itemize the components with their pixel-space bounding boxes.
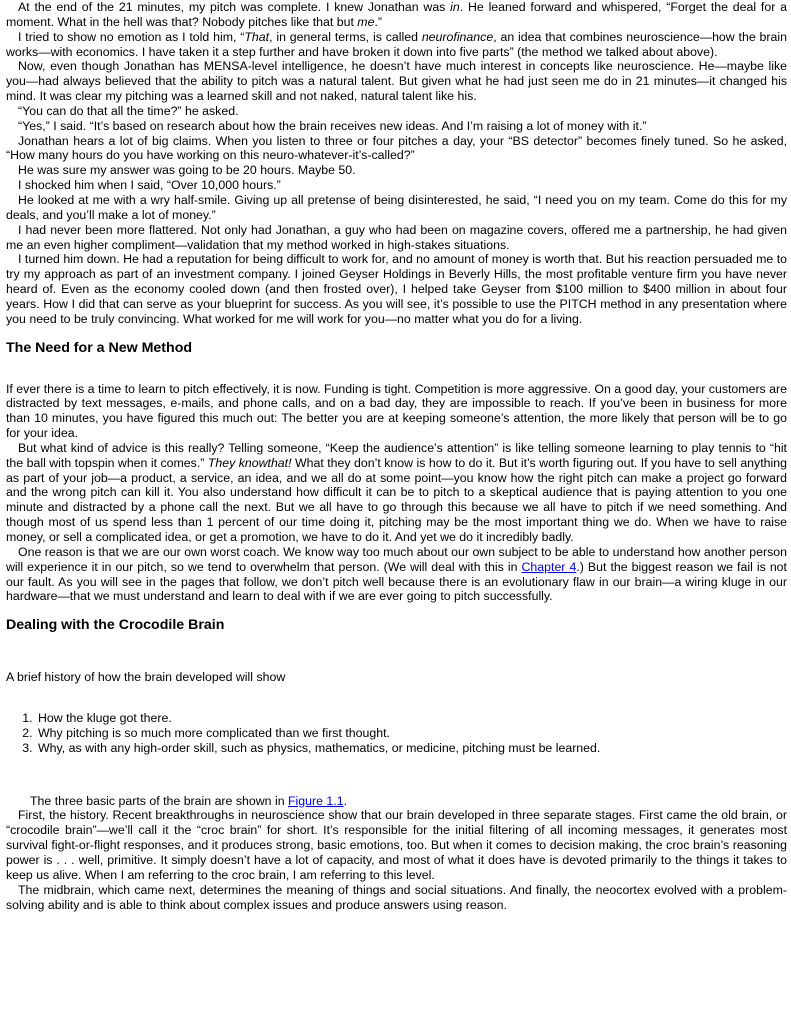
paragraph: First, the history. Recent breakthroughs in neuroscience show that our brain developed in three separate stages. First came the old brain, or “crocodile brain”—we’ll call it the “croc brain” for short. It’s responsible for the initial filtering of all incoming messages, it generates most survival fight-or-flight responses, and it produces strong, basic emotions, too. But when it comes to decision making, the croc brain’s reasoning power is . . . well, primitive. It simply doesn’t have a lot of capacity, and most of what it does have is devoted primarily to the things it takes to keep us alive. When I am referring to the croc brain, I am referring to this level. — [6, 808, 787, 882]
paragraph: One reason is that we are our own worst coach. We know way too much about our own subject to be able to understand how another person will experience it in our pitch, so we tend to overwhelm that person. (We will deal with this in Chapter 4.) But the biggest reason we fail is not our fault. As you will see in the pages that follow, we don’t pitch well because there is an evolutionary flaw in our brain—a wiring kluge in our hardware—that we must understand and learn to deal with if we are ever going to pitch successfully. — [6, 544, 787, 604]
section-heading: Dealing with the Crocodile Brain — [6, 617, 225, 634]
paragraph: At the end of the 21 minutes, my pitch was complete. I knew Jonathan was in. He leaned forward and whispered, “Forget the deal for a moment. What in the hell was that? Nobody pitches like that but me.” — [6, 0, 787, 29]
paragraph: Now, even though Jonathan has MENSA-level intelligence, he doesn’t have much interest in concepts like neuroscience. He—maybe like you—had always believed that the ability to pitch was a natural talent. But given what he had just seen me do in 21 minutes—it changed his mind. It was clear my pitching was a learned skill and not naked, natural talent like his. — [6, 59, 787, 104]
paragraph: If ever there is a time to learn to pitch effectively, it is now. Funding is tight. Competition is more aggressive. On a good day, your customers are distracted by text messages, e-mails, and phone calls, and on a bad day, they are impossible to reach. If you’ve been in business for more than 10 minutes, you have figured this much out: The better you are at keeping someone’s attention, the more likely that person will be to go for your idea. — [6, 381, 787, 441]
figure-1-1-link[interactable]: Figure 1.1 — [288, 793, 344, 808]
paragraph: I tried to show no emotion as I told him, “That, in general terms, is called neurofinance, an idea that combines neuroscience—how the brain works—with economics. I have taken it a step further and have broken it down into five parts” (the method we talked about above). — [6, 29, 787, 59]
paragraph: Jonathan hears a lot of big claims. When you listen to three or four pitches a day, your “BS detector” becomes finely tuned. So he asked, “How many hours do you have working on this neuro-whatever-it’s-called?” — [6, 133, 787, 163]
paragraph: “You can do that all the time?” he asked. — [18, 103, 239, 118]
list-item: 2. Why pitching is so much more complicated than we first thought. — [36, 726, 787, 741]
document-page — [6, 0, 787, 912]
paragraph: I had never been more flattered. Not only had Jonathan, a guy who had been on magazine covers, offered me a partnership, he had given me an even higher compliment—validation that my method worked in high-stakes situations. — [6, 222, 787, 252]
paragraph: I turned him down. He had a reputation for being difficult to work for, and no amount of money is worth that. But his reaction persuaded me to try my approach as part of an investment company. I joined Geyser Holdings in Beverly Hills, the most profitable venture firm you have never heard of. Even as the economy cooled down (and then frosted over), I helped take Geyser from $100 million to $400 million in about four years. How I did that can serve as your blueprint for success. As you will see, it’s possible to use the PITCH method in any presentation where you need to be truly convincing. What worked for me will work for you—no matter what you do for a living. — [6, 252, 787, 326]
paragraph: A brief history of how the brain developed will show — [6, 670, 286, 685]
paragraph: He looked at me with a wry half-smile. Giving up all pretense of being disinterested, he said, “I need you on my team. Come do this for my deals, and you’ll make a lot of money.” — [6, 192, 787, 222]
paragraph: “Yes,” I said. “It’s based on research about how the brain receives new ideas. And I’m raising a lot of money with it.” — [18, 118, 647, 133]
list-item: 1. How the kluge got there. — [36, 711, 787, 726]
paragraph: He was sure my answer was going to be 20 hours. Maybe 50. — [18, 163, 356, 178]
numbered-list — [6, 711, 787, 756]
list-item: 3. Why, as with any high-order skill, such as physics, mathematics, or medicine, pitching must be learned. — [36, 741, 787, 756]
chapter-4-link[interactable]: Chapter 4 — [521, 559, 577, 574]
paragraph: But what kind of advice is this really? Telling someone, “Keep the audience’s attention” is like telling someone learning to play tennis to “hit the ball with topspin when it comes.” They knowthat! What they don’t know is how to do it. But it’s worth figuring out. If you have to sell anything as part of your job—a product, a service, an idea, and we all do at some point—you know how the right pitch can make a project go forward and the wrong pitch can kill it. You also understand how difficult it can be to pitch to a skeptical audience that is paying attention to you one minute and distracted by a phone call the next. But we all have to go through this because we all have to pitch if we need something. And though most of us spend less than 1 percent of our time doing it, pitching may be the most important thing we do. When we have to raise money, or sell a complicated idea, or get a promotion, we have to do it. And yet we do it incredibly badly. — [6, 440, 787, 544]
paragraph: The three basic parts of the brain are shown in Figure 1.1. — [30, 793, 348, 808]
paragraph: The midbrain, which came next, determines the meaning of things and social situations. And finally, the neocortex evolved with a problem-solving ability and is able to think about complex issues and produce answers using reason. — [6, 882, 787, 912]
section-heading: The Need for a New Method — [6, 339, 193, 356]
paragraph: I shocked him when I said, “Over 10,000 hours.” — [18, 178, 281, 193]
